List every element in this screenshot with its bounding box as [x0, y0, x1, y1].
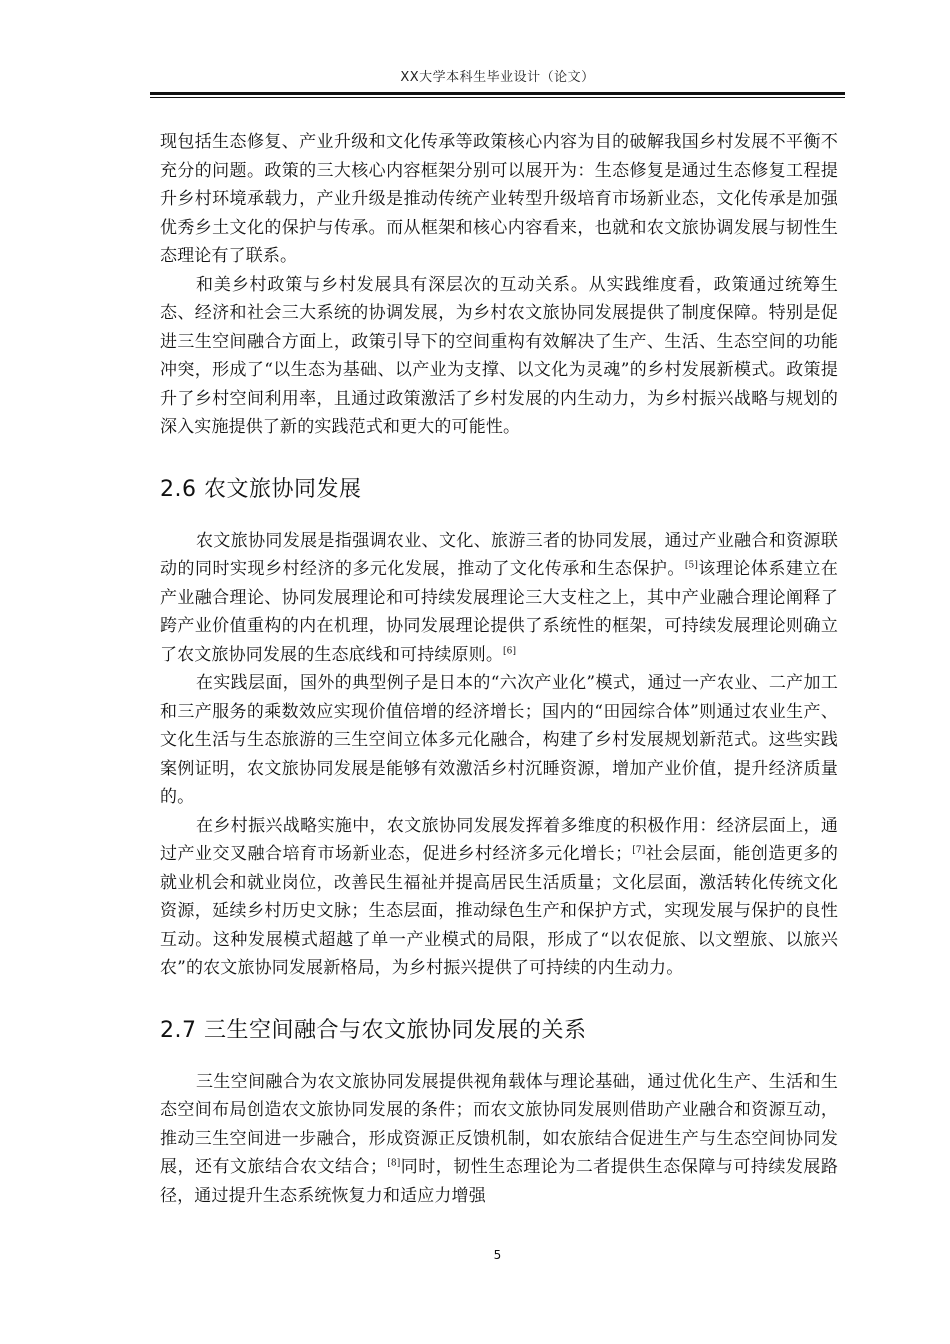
section-2-6-paragraph-1 [160, 527, 838, 670]
citation-7[interactable]: [7] [632, 845, 646, 856]
paragraph-text: 该理论体系建立在产业融合理论、协同发展理论和可持续发展理论三大支柱之上，其中产业融合理论阐释了跨产业价值重构的内在机理，协同发展理论提供了系统性的框架，可持续发展理论则确立了农文旅协同发展的生态底线和可持续原则。 [160, 559, 839, 665]
section-2-7-paragraph-1 [160, 1068, 838, 1211]
section-2-6-paragraph-3 [160, 812, 838, 983]
page-number: 5 [493, 1248, 502, 1262]
page-header-title: XX大学本科生毕业设计（论文） [400, 70, 595, 85]
header-rule-thick [150, 92, 845, 95]
citation-8[interactable]: [8] [387, 1158, 401, 1169]
section-2-6-paragraph-2: 在实践层面，国外的典型例子是日本的“六次产业化”模式，通过一产农业、二产加工和三产服务的乘数效应实现价值倍增的经济增长；国内的“田园综合体”则通过农业生产、文化生活与生态旅游的三生空间立体多元化融合，构建了乡村发展规划新范式。这些实践案例证明，农文旅协同发展是能够有效激活乡村沉睡资源，增加产业价值，提升经济质量的。 [160, 673, 838, 807]
paragraph-text: 在乡村振兴战略实施中，农文旅协同发展发挥着多维度的积极作用：经济层面上，通过产业交叉融合培育市场新业态，促进乡村经济多元化增长； [160, 815, 838, 864]
paragraph-text: 农文旅协同发展是指强调农业、文化、旅游三者的协同发展，通过产业融合和资源联动的同时实现乡村经济的多元化发展，推动了文化传承和生态保护。 [160, 530, 838, 579]
header-rule-thin [150, 97, 845, 98]
paragraph-text: 三生空间融合为农文旅协同发展提供视角载体与理论基础，通过优化生产、生活和生态空间布局创造农文旅协同发展的条件；而农文旅协同发展则借助产业融合和资源互动，推动三生空间进一步融合，形成资源正反馈机制，如农旅结合促进生产与生态空间协同发展，还有文旅结合农文结合； [160, 1071, 838, 1177]
body-paragraph: 和美乡村政策与乡村发展具有深层次的互动关系。从实践维度看，政策通过统筹生态、经济和社会三大系统的协调发展，为乡村农文旅协同发展提供了制度保障。特别是促进三生空间融合方面上，政策引导下的空间重构有效解决了生产、生活、生态空间的功能冲突，形成了“以生态为基础、以产业为支撑、以文化为灵魂”的乡村发展新模式。政策提升了乡村空间利用率，且通过政策激活了乡村发展的内生动力，为乡村振兴战略与规划的深入实施提供了新的实践范式和更大的可能性。 [160, 274, 838, 437]
document-body [160, 128, 838, 1210]
citation-6[interactable]: [6] [503, 645, 517, 656]
section-heading-2-7: 2.7 三生空间融合与农文旅协同发展的关系 [160, 1017, 587, 1043]
paragraph-text: 社会层面，能创造更多的就业机会和就业岗位，改善民生福祉并提高居民生活质量；文化层面，激活转化传统文化资源，延续乡村历史文脉；生态层面，推动绿色生产和保护方式，实现发展与保护的良性互动。这种发展模式超越了单一产业模式的局限，形成了“以农促旅、以文塑旅、以旅兴农”的农文旅协同发展新格局，为乡村振兴提供了可持续的内生动力。 [160, 844, 838, 978]
citation-5[interactable]: [5] [684, 560, 699, 571]
paragraph-text: 同时，韧性生态理论为二者提供生态保障与可持续发展路径，通过提升生态系统恢复力和适应力增强 [160, 1157, 839, 1206]
section-heading-2-6: 2.6 农文旅协同发展 [160, 476, 362, 502]
body-paragraph-continued: 现包括生态修复、产业升级和文化传承等政策核心内容为目的破解我国乡村发展不平衡不充分的问题。政策的三大核心内容框架分别可以展开为：生态修复是通过生态修复工程提升乡村环境承载力，产业升级是推动传统产业转型升级培育市场新业态，文化传承是加强优秀乡土文化的保护与传承。而从框架和核心内容看来，也就和农文旅协调发展与韧性生态理论有了联系。 [160, 132, 838, 266]
